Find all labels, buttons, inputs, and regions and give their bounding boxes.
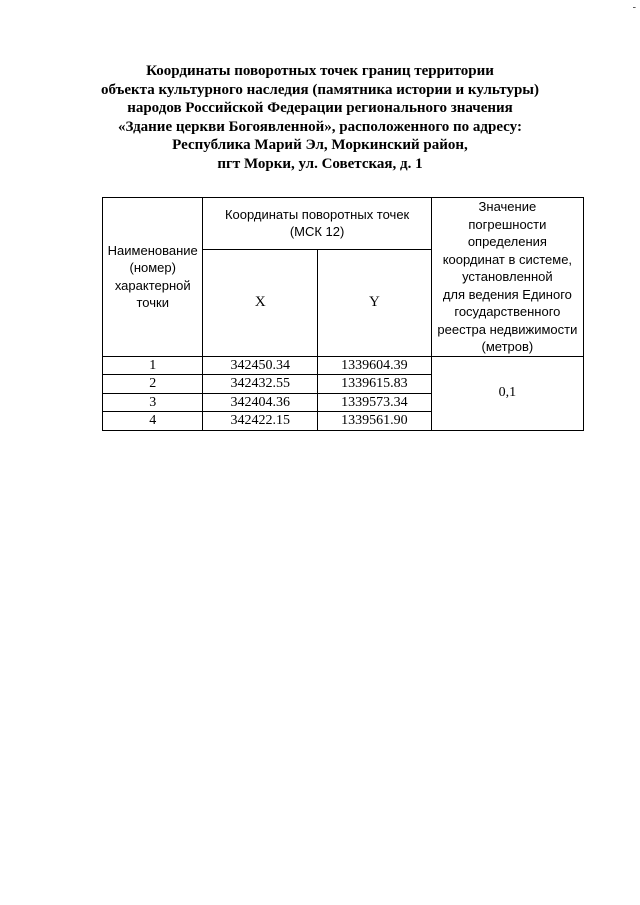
cell-point-number: 4 xyxy=(103,412,203,431)
header-coordinates-line: Координаты поворотных точек xyxy=(224,206,410,222)
header-accuracy-line: определения xyxy=(467,234,547,249)
cell-y: 1339615.83 xyxy=(318,375,432,394)
cell-x: 342450.34 xyxy=(203,356,318,375)
header-coordinates-line: (МСК 12) xyxy=(289,224,345,240)
header-accuracy-line: координат в системе, xyxy=(442,251,573,267)
title-line: объекта культурного наследия (памятника истории и культуры) xyxy=(100,81,539,98)
header-x: X xyxy=(203,249,318,356)
header-point-name-line: точки xyxy=(136,295,169,311)
header-accuracy xyxy=(431,198,583,357)
header-point-name-line: (номер) xyxy=(129,260,176,276)
cell-x: 342432.55 xyxy=(203,375,318,394)
corner-mark: - xyxy=(632,2,636,13)
cell-y: 1339604.39 xyxy=(318,356,432,375)
title-line: Республика Марий Эл, Моркинский район, xyxy=(172,137,468,154)
title-line: Координаты поворотных точек границ территории xyxy=(146,63,494,79)
cell-x: 342422.15 xyxy=(203,412,318,431)
cell-point-number: 1 xyxy=(103,356,203,375)
cell-x: 342404.36 xyxy=(203,393,318,412)
header-point-name-line: характерной xyxy=(114,277,191,293)
cell-y: 1339573.34 xyxy=(318,393,432,412)
header-coordinates-group xyxy=(203,198,431,250)
header-accuracy-line: Значение xyxy=(478,199,537,214)
cell-point-number: 3 xyxy=(103,393,203,412)
cell-accuracy-value: 0,1 xyxy=(431,356,583,430)
table-row xyxy=(103,356,584,375)
header-accuracy-line: погрешности xyxy=(468,216,547,232)
header-row xyxy=(103,198,584,250)
title-line: пгт Морки, ул. Советская, д. 1 xyxy=(217,155,423,172)
header-accuracy-line: государственного xyxy=(454,304,561,319)
header-accuracy-line: установленной xyxy=(462,269,553,284)
coordinates-table xyxy=(102,197,584,431)
header-accuracy-line: реестра недвижимости xyxy=(437,321,578,337)
cell-y: 1339561.90 xyxy=(318,412,432,431)
header-accuracy-line: для ведения Единого xyxy=(442,286,572,302)
header-point-name-line: Наименование xyxy=(107,242,198,258)
title-line: «Здание церкви Богоявленной», расположенного по адресу: xyxy=(118,118,522,135)
header-accuracy-line: (метров) xyxy=(481,339,534,354)
header-point-name xyxy=(103,198,203,357)
cell-point-number: 2 xyxy=(103,375,203,394)
header-y: Y xyxy=(318,249,432,356)
title-line: народов Российской Федерации регионального значения xyxy=(127,100,513,117)
document-title xyxy=(60,62,580,174)
